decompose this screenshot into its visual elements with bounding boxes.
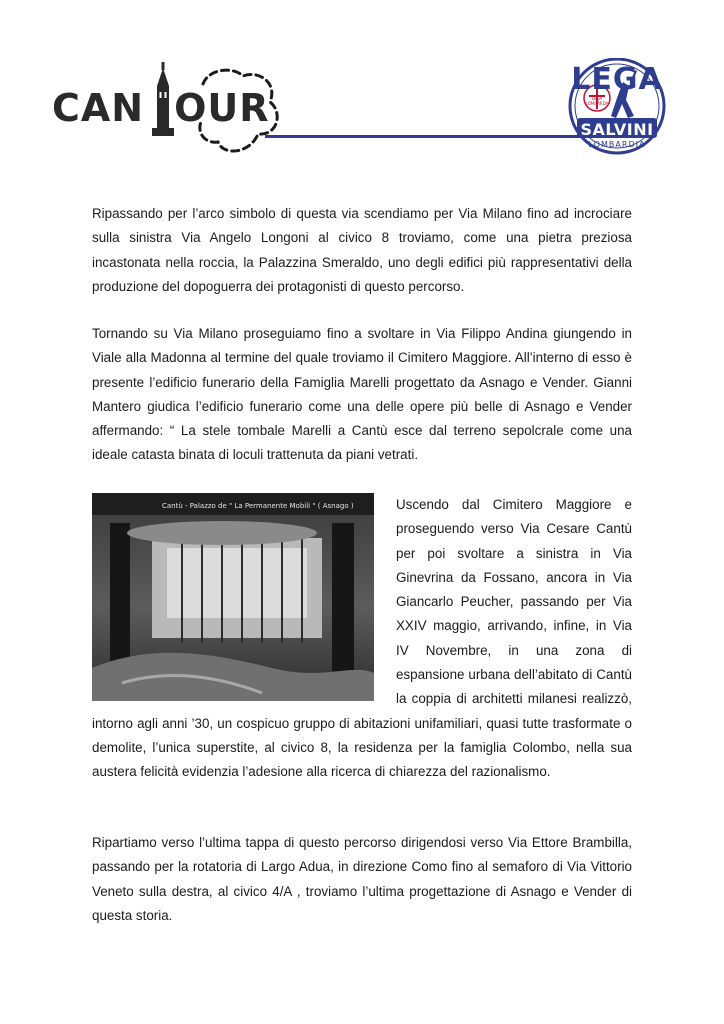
lega-badge-name: SALVINI <box>580 120 654 139</box>
photo-caption: Cantù - Palazzo de " La Permanente Mobili " ( Asnago ) <box>162 502 354 510</box>
paragraph-1: Ripassando per l’arco simbolo di questa via scendiamo per Via Milano fino ad incrociare sulla sinistra Via Angelo Longoni al civico 8 troviamo, come una pietra preziosa incastonata nella roccia, la Palazzina Smeraldo, uno degli edifici più rappresentativi della produzione del dopoguerra dei protagonisti di questo percorso. <box>92 206 632 294</box>
lega-badge-title: LEGA <box>571 62 663 97</box>
logo-text-can: CAN <box>52 86 145 130</box>
page-header <box>0 0 724 170</box>
cantour-logo <box>48 62 288 162</box>
lega-badge-ring-text: LEGA LOMBARDA <box>585 96 609 106</box>
logo-text-our: OUR <box>174 86 270 130</box>
header-divider <box>265 135 587 138</box>
paragraph-3: Uscendo dal Cimitero Maggiore e proseguendo verso Via Cesare Cantù per poi svoltare a sinistra in Via Ginevrina da Fossano, ancora in Via Giancarlo Peucher, passando per Via XXIV maggio, arrivando, infine, in Via IV Novembre, in una zona di espansione urbana dell’abitato di Cantù la coppia di architetti milanesi realizzò, intorno agli anni ’30, un cospicuo gruppo di abitazioni unifamiliari, quasi tutte trasformate o demolite, l’unica superstite, al civico 8, la residenza per la famiglia Colombo, nella sua austera felicità evidenzia l’adesione alla ricerca di chiarezza del razionalismo. <box>92 497 632 780</box>
paragraph-3-block <box>92 493 632 785</box>
paragraph-2: Tornando su Via Milano proseguiamo fino a svoltare in Via Filippo Andina giungendo in Viale alla Madonna al termine del quale troviamo il Cimitero Maggiore. All’interno di esso è presente l’edificio funerario della Famiglia Marelli progettato da Asnago e Vender. Gianni Mantero giudica l’edificio funerario come una delle opere più belle di Asnago e Vender affermando: “ La stele tombale Marelli a Cantù esce dal terreno sepolcrale come una ideale catasta binata di loculi trattenuta da piani vetrati. <box>92 326 632 463</box>
paragraph-4: Ripartiamo verso l’ultima tappa di questo percorso dirigendosi verso Via Ettore Brambilla, passando per la rotatoria di Largo Adua, in direzione Como fino al semaforo di Via Vittorio Veneto sulla destra, al civico 4/A , troviamo l’ultima progettazione di Asnago e Vender di questa storia. <box>92 835 632 923</box>
lega-salvini-logo <box>565 58 669 158</box>
lega-badge-region: LOMBARDIA <box>588 140 646 149</box>
cantour-wordmark <box>52 86 270 130</box>
historic-interior-photo <box>92 493 374 701</box>
